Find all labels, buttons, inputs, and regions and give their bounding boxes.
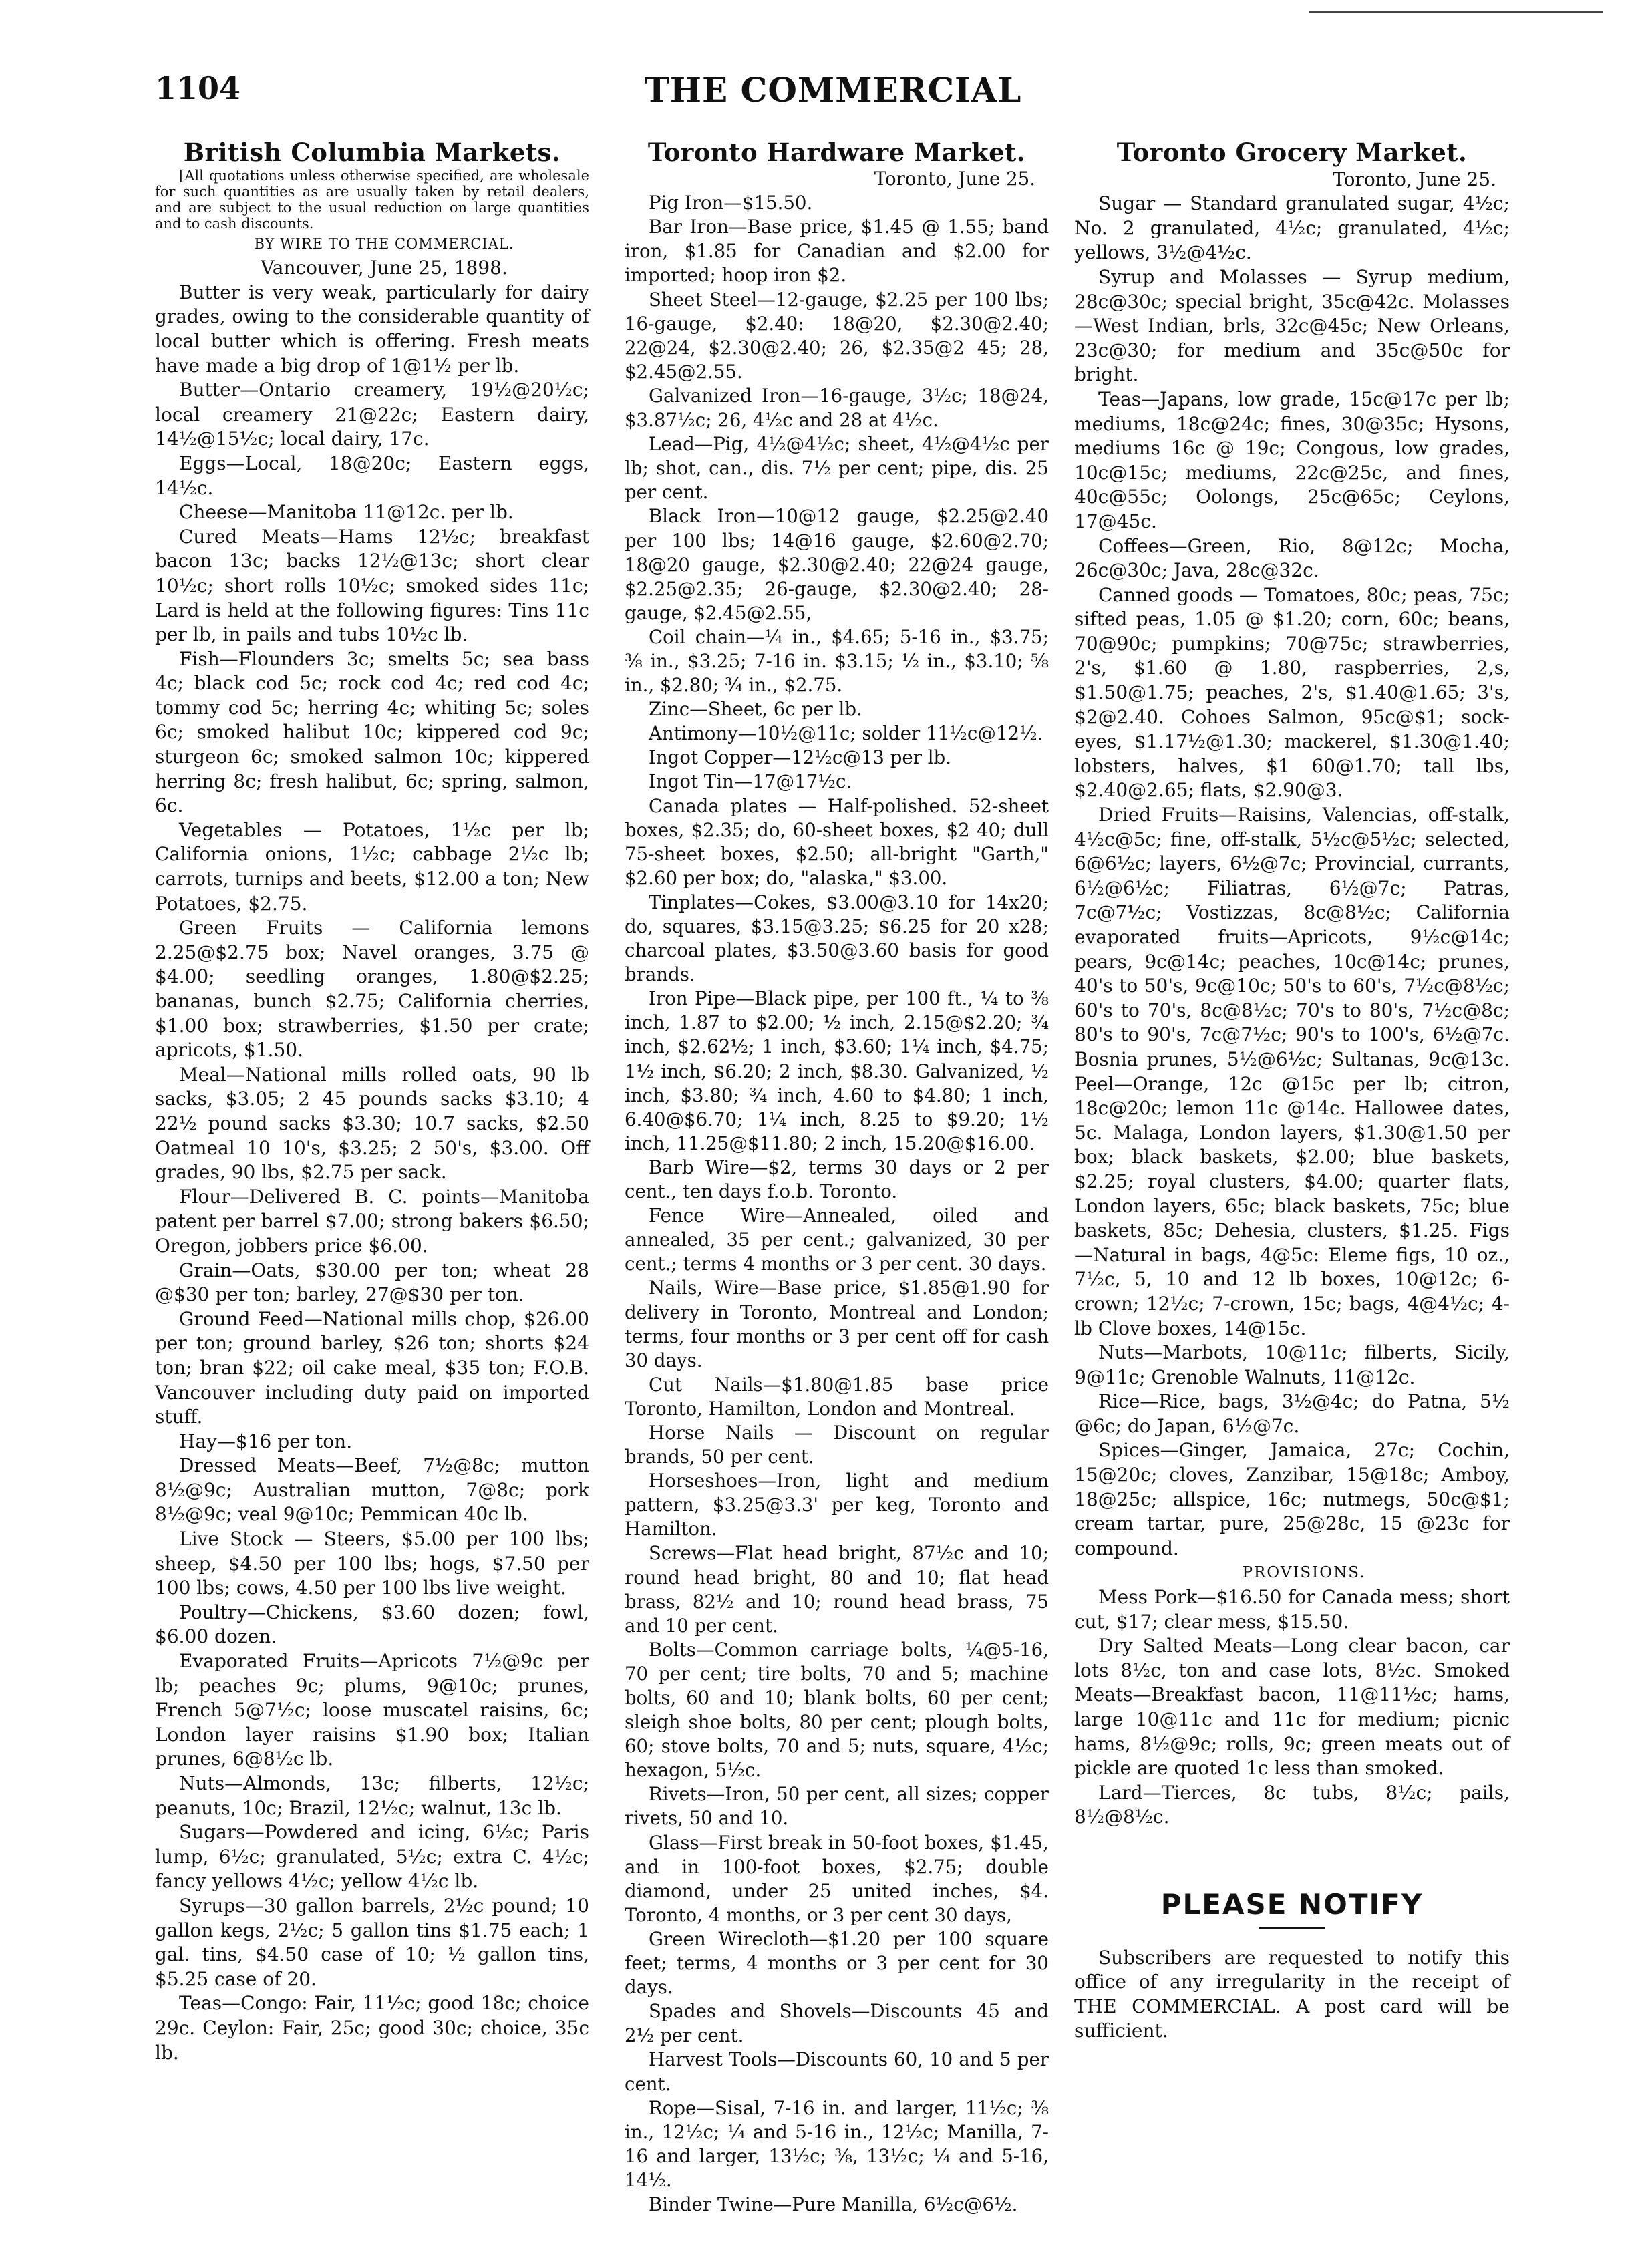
market-paragraph: Sugar — Standard granulated sugar, 4½c; No. 2 granulated, 4½c; granulated, 4½c; yellows, 3½@4½c. <box>1074 192 1510 264</box>
market-paragraph: Bolts—Common carriage bolts, ¼@5-16, 70 per cent; tire bolts, 70 and 5; machine bolts, 60 and 10; blank bolts, 60 per cent; sleigh shoe bolts, 80 per cent; plough bolts, 60; stove bolts, 70 and 5; nuts, square, 4½c; hexagon, 5½c. <box>625 1638 1049 1782</box>
notice-rule <box>1259 1927 1325 1929</box>
market-paragraph: Antimony—10½@11c; solder 11½c@12½. <box>649 722 1043 745</box>
market-paragraph: Iron Pipe—Black pipe, per 100 ft., ¼ to ⅜ inch, 1.87 to $2.00; ½ inch, 2.15@$2.20; ¾ inch, $2.62½; 1 inch, $3.60; 1¼ inch, $4.75; 1½ inch, $6.20; 2 inch, $8.30. Galvanized, ½ inch, $3.80; ¾ inch, 4.60 to $4.80; 1 inch, 6.40@$6.70; 1¼ inch, 8.25 to $9.20; 1½ inch, 11.25@$11.80; 2 inch, 15.20@$16.00. <box>625 987 1049 1154</box>
market-paragraph: Live Stock — Steers, $5.00 per 100 lbs; sheep, $4.50 per 100 lbs; hogs, $7.50 per 100 lbs; cows, 4.50 per 100 lbs live weight. <box>155 1528 589 1599</box>
market-paragraph: Tinplates—Cokes, $3.00@3.10 for 14x20; do, squares, $3.15@3.25; $6.25 for 20 x28; charcoal plates, $3.50@3.60 basis for good brands. <box>625 890 1049 986</box>
market-paragraph: Lard—Tierces, 8c tubs, 8½c; pails, 8½@8½c. <box>1074 1781 1510 1828</box>
market-paragraphs <box>1074 192 1510 1561</box>
market-paragraph: Teas—Japans, low grade, 15c@17c per lb; mediums, 18c@24c; fines, 30@35c; Hysons, mediums 16c @ 19c; Congous, low grades, 10c@15c; mediums, 22c@25c, and fines, 40c@55c; Oolongs, 25c@65c; Ceylons, 17@45c. <box>1074 387 1510 532</box>
market-paragraph: Butter is very weak, particularly for dairy grades, owing to the considerable quantity of local butter which is offering. Fresh meats have made a big drop of 1@1½ per lb. <box>155 281 589 377</box>
market-paragraph: Canada plates — Half-polished. 52-sheet boxes, $2.35; do, 60-sheet boxes, $2 40; dull 75-sheet boxes, $2.50; all-bright "Garth," $2.60 per box; do, "alaska," $3.00. <box>625 794 1049 889</box>
market-paragraph: Cheese—Manitoba 11@12c. per lb. <box>179 501 514 524</box>
market-paragraph: Horseshoes—Iron, light and medium pattern, $3.25@3.3' per keg, Toronto and Hamilton. <box>625 1470 1049 1541</box>
market-paragraph: Poultry—Chickens, $3.60 dozen; fowl, $6.00 dozen. <box>155 1601 589 1648</box>
market-paragraph: Ingot Copper—12½c@13 per lb. <box>649 746 951 769</box>
market-paragraph: Zinc—Sheet, 6c per lb. <box>649 698 862 721</box>
market-paragraph: Sugars—Powdered and icing, 6½c; Paris lump, 6½c; granulated, 5½c; extra C. 4½c; fancy yellows 4½c; yellow 4½c lb. <box>155 1821 589 1893</box>
market-paragraph: Pig Iron—$15.50. <box>649 192 813 214</box>
dateline: Toronto, June 25. <box>1333 168 1496 190</box>
market-paragraph: Ground Feed—National mills chop, $26.00 per ton; ground barley, $26 ton; shorts $24 ton; bran $22; oil cake meal, $35 ton; F.O.B. Vancouver including duty paid on imported stuff. <box>155 1307 589 1428</box>
market-paragraph: Evaporated Fruits—Apricots 7½@9c per lb; peaches 9c; plums, 9@10c; prunes, French 5@7½c; loose muscatel raisins, 6c; London layer raisins $1.90 box; Italian prunes, 6@8½c lb. <box>155 1650 589 1770</box>
market-paragraphs <box>155 281 589 2065</box>
market-paragraph: Coil chain—¼ in., $4.65; 5-16 in., $3.75; ⅜ in., $3.25; 7-16 in. $3.15; ½ in., $3.10; ⅝ in., $2.80; ¾ in., $2.75. <box>625 625 1049 697</box>
toronto-hardware-market-column <box>625 140 1049 2217</box>
quotation-note: [All quotations unless otherwise specified, are wholesale for such quantities as are usually taken by retail dealers, and are subject to the usual reduction on large quantities and to cash discounts. <box>155 167 589 232</box>
notice-title: PLEASE NOTIFY <box>1160 1887 1424 1921</box>
market-paragraph: Ingot Tin—17@17½c. <box>649 770 852 793</box>
market-paragraph: Horse Nails — Discount on regular brands, 50 per cent. <box>625 1421 1049 1468</box>
notice-body: Subscribers are requested to notify this office of any irregularity in the receipt of THE COMMERCIAL. A post card will be sufficient. <box>1074 1946 1510 2042</box>
british-columbia-markets-column <box>155 140 589 2065</box>
market-paragraph: Screws—Flat head bright, 87½c and 10; round head bright, 80 and 10; flat head brass, 82½ and 10; round head brass, 75 and 10 per cent. <box>625 1542 1049 1637</box>
market-paragraph: Canned goods — Tomatoes, 80c; peas, 75c; sifted peas, 1.05 @ $1.20; corn, 60c; beans, 70@90c; pumpkins; 70@75c; strawberries, 2's, $1.60 @ 1.80, raspberries, 2,s, $1.50@1.75; peaches, 2's, $1.40@1.65; 3's, $2@2.40. Cohoes Salmon, 95c@$1; sock-eyes, $1.17½@1.30; mackerel, $1.30@1.40; lobsters, halves, $1 60@1.70; tall lbs, $2.40@2.65; flats, $2.90@3. <box>1074 583 1510 802</box>
market-paragraph: Rope—Sisal, 7-16 in. and larger, 11½c; ⅜ in., 12½c; ¼ and 5-16 in., 12½c; Manilla, 7-16 and larger, 13½c; ⅜, 13½c; ¼ and 5-16, 14½. <box>625 2096 1049 2191</box>
provisions-paragraphs <box>1074 1585 1510 1830</box>
market-paragraph: Coffees—Green, Rio, 8@12c; Mocha, 26c@30c; Java, 28c@32c. <box>1074 534 1510 582</box>
market-paragraph: Cut Nails—$1.80@1.85 base price Toronto, Hamilton, London and Montreal. <box>625 1373 1049 1420</box>
market-paragraph: Mess Pork—$16.50 for Canada mess; short cut, $17; clear mess, $15.50. <box>1074 1586 1510 1633</box>
section-title: Toronto Grocery Market. <box>1116 138 1468 167</box>
market-paragraph: Nuts—Marbots, 10@11c; filberts, Sicily, 9@11c; Grenoble Walnuts, 11@12c. <box>1074 1341 1510 1388</box>
market-paragraph: Spices—Ginger, Jamaica, 27c; Cochin, 15@20c; cloves, Zanzibar, 15@18c; Amboy, 18@25c; allspice, 16c; nutmegs, 50c@$1; cream tartar, pure, 25@28c, 15 @23c for compound. <box>1074 1439 1510 1559</box>
market-paragraph: Dry Salted Meats—Long clear bacon, car lots 8½c, ton and case lots, 8½c. Smoked Meats—Breakfast bacon, 11@11½c; hams, large 10@11c and 11c for medium; picnic hams, 8½@9c; rolls, 9c; green meats out of pickle are quoted 1c less than smoked. <box>1074 1635 1510 1780</box>
market-paragraph: Vegetables — Potatoes, 1½c per lb; California onions, 1½c; cabbage 2½c lb; carrots, turnips and beets, $12.00 a ton; New Potatoes, $2.75. <box>155 818 589 915</box>
market-paragraphs <box>625 191 1049 2217</box>
market-paragraph: Rice—Rice, bags, 3½@4c; do Patna, 5½ @6c; do Japan, 6½@7c. <box>1074 1390 1510 1437</box>
market-paragraph: Green Fruits — California lemons 2.25@$2.75 box; Navel oranges, 3.75 @ $4.00; seedling oranges, 1.80@$2.25; bananas, bunch $2.75; California cherries, $1.00 box; strawberries, $1.50 per crate; apricots, $1.50. <box>155 917 589 1062</box>
page-header <box>155 70 1511 130</box>
market-paragraph: Fish—Flounders 3c; smelts 5c; sea bass 4c; black cod 5c; rock cod 4c; red cod 4c; tommy cod 5c; herring 4c; whiting 5c; soles 6c; smoked halibut 10c; kippered cod 9c; sturgeon 6c; smoked salmon 10c; kippered herring 8c; fresh halibut, 6c; spring, salmon, 6c. <box>155 647 589 817</box>
market-paragraph: Galvanized Iron—16-gauge, 3½c; 18@24, $3.87½c; 26, 4½c and 28 at 4½c. <box>625 384 1049 432</box>
section-title: Toronto Hardware Market. <box>647 138 1026 167</box>
market-paragraph: Harvest Tools—Discounts 60, 10 and 5 per cent. <box>625 2048 1049 2095</box>
market-paragraph: Bar Iron—Base price, $1.45 @ 1.55; band iron, $1.85 for Canadian and $2.00 for imported; hoop iron $2. <box>625 216 1049 287</box>
market-paragraph: Spades and Shovels—Discounts 45 and 2½ per cent. <box>625 2000 1049 2047</box>
market-paragraph: Rivets—Iron, 50 per cent, all sizes; copper rivets, 50 and 10. <box>625 1783 1049 1830</box>
market-paragraph: Barb Wire—$2, terms 30 days or 2 per cent., ten days f.o.b. Toronto. <box>625 1156 1049 1203</box>
market-paragraph: Binder Twine—Pure Manilla, 6½c@6½. <box>649 2193 1018 2215</box>
market-paragraph: Lead—Pig, 4½@4½c; sheet, 4½@4½c per lb; shot, can., dis. 7½ per cent; pipe, dis. 25 per cent. <box>625 433 1049 504</box>
market-paragraph: Green Wirecloth—$1.20 per 100 square feet; terms, 4 months or 3 per cent for 30 days. <box>625 1927 1049 1999</box>
market-paragraph: Flour—Delivered B. C. points—Manitoba patent per barrel $7.00; strong bakers $6.50; Oregon, jobbers price $6.00. <box>155 1185 589 1257</box>
market-paragraph: Glass—First break in 50-foot boxes, $1.45, and in 100-foot boxes, $2.75; double diamond, under 25 united inches, $4. Toronto, 4 months, or 3 per cent 30 days, <box>625 1831 1049 1926</box>
market-paragraph: Dressed Meats—Beef, 7½@8c; mutton 8½@9c; Australian mutton, 7@8c; pork 8½@9c; veal 9@10c; Pemmican 40c lb. <box>155 1454 589 1526</box>
market-paragraph: Black Iron—10@12 gauge, $2.25@2.40 per 100 lbs; 14@16 gauge, $2.60@2.70; 18@20 gauge, $2.30@2.40; 22@24 gauge, $2.25@2.35; 26-gauge, $2.30@2.40; 28-gauge, $2.45@2.55, <box>625 505 1049 624</box>
page-number: 1104 <box>155 70 241 106</box>
dateline: Vancouver, June 25, 1898. <box>261 257 508 279</box>
market-paragraph: Cured Meats—Hams 12½c; breakfast bacon 13c; backs 12½@13c; short clear 10½c; short rolls 10½c; smoked sides 11c; Lard is held at the following figures: Tins 11c per lb, in pails and tubs 10½c lb. <box>155 525 589 646</box>
market-paragraph: Nuts—Almonds, 13c; filberts, 12½c; peanuts, 10c; Brazil, 12½c; walnut, 13c lb. <box>155 1772 589 1819</box>
market-paragraph: Grain—Oats, $30.00 per ton; wheat 28 @$30 per ton; barley, 27@$30 per ton. <box>155 1259 589 1306</box>
dateline: Toronto, June 25. <box>874 168 1035 190</box>
market-paragraph: Syrup and Molasses — Syrup medium, 28c@30c; special bright, 35c@42c. Molasses—West Indian, brls, 32c@45c; New Orleans, 23c@30; for medium and 35c@50c for bright. <box>1074 265 1510 386</box>
market-paragraph: Butter—Ontario creamery, 19½@20½c; local creamery 21@22c; Eastern dairy, 14½@15½c; local dairy, 17c. <box>155 379 589 450</box>
market-paragraph: Syrups—30 gallon barrels, 2½c pound; 10 gallon kegs, 2½c; 5 gallon tins $1.75 each; 1 gal. tins, $4.50 case of 10; ½ gallon tins, $5.25 case of 20. <box>155 1894 589 1990</box>
section-title: British Columbia Markets. <box>183 138 561 167</box>
publication-title: THE COMMERCIAL <box>644 70 1022 110</box>
market-paragraph: Eggs—Local, 18@20c; Eastern eggs, 14½c. <box>155 452 589 499</box>
market-paragraph: Nails, Wire—Base price, $1.85@1.90 for delivery in Toronto, Montreal and London; terms, four months or 3 per cent off for cash 30 days. <box>625 1277 1049 1371</box>
market-paragraph: Meal—National mills rolled oats, 90 lb sacks, $3.05; 2 45 pounds sacks $3.10; 4 22½ pound sacks $3.30; 10.7 sacks, $2.50 Oatmeal 10 10's, $3.25; 2 50's, $3.00. Off grades, 90 lbs, $2.75 per sack. <box>155 1063 589 1184</box>
byline: BY WIRE TO THE COMMERCIAL. <box>254 235 514 252</box>
market-paragraph: Dried Fruits—Raisins, Valencias, off-stalk, 4½c@5c; fine, off-stalk, 5½c@5½c; selected, 6@6½c; layers, 6½@7c; Provincial, currants, 6½@6½c; Filiatras, 6½@7c; Patras, 7c@7½c; Vostizzas, 8c@8½c; California evaporated fruits—Apricots, 9½c@14c; pears, 9c@14c; peaches, 10c@14c; prunes, 40's to 50's, 9c@10c; 50's to 60's, 7½c@8½c; 60's to 70's, 8c@8½c; 70's to 80's, 7½c@8c; 80's to 90's, 7c@7½c; 90's to 100's, 6½@7c. Bosnia prunes, 5½@6½c; Sultanas, 9c@13c. Peel—Orange, 12c @15c per lb; citron, 18c@20c; lemon 11c @14c. Hallowee dates, 5c. Malaga, London layers, $1.30@1.50 per box; black baskets, $2.00; blue baskets, $2.25; royal clusters, $4.00; quarter flats, London layers, 65c; black baskets, 75c; blue baskets, 85c; Dehesia, clusters, $1.25. Figs —Natural in bags, 4@5c: Eleme figs, 10 oz., 7½c, 5, 10 and 12 lb boxes, 10@12c; 6-crown; 12½c; 7-crown, 15c; bags, 4@4½c; 4-lb Clove boxes, 14@15c. <box>1074 804 1510 1339</box>
market-paragraph: Sheet Steel—12-gauge, $2.25 per 100 lbs; 16-gauge, $2.40: 18@20, $2.30@2.40; 22@24, $2.30@2.40; 26, $2.35@2 45; 28, $2.45@2.55. <box>625 288 1049 383</box>
top-edge-rule <box>1309 11 1603 17</box>
market-paragraph: Teas—Congo: Fair, 11½c; good 18c; choice 29c. Ceylon: Fair, 25c; good 30c; choice, 35c lb. <box>155 1992 589 2064</box>
market-paragraph: Hay—$16 per ton. <box>179 1430 353 1452</box>
market-paragraph: Fence Wire—Annealed, oiled and annealed, 35 per cent.; galvanized, 30 per cent.; terms 4 months or 3 per cent. 30 days. <box>625 1204 1049 1275</box>
toronto-grocery-market-column <box>1074 140 1510 2044</box>
provisions-heading: PROVISIONS. <box>1242 1564 1366 1582</box>
